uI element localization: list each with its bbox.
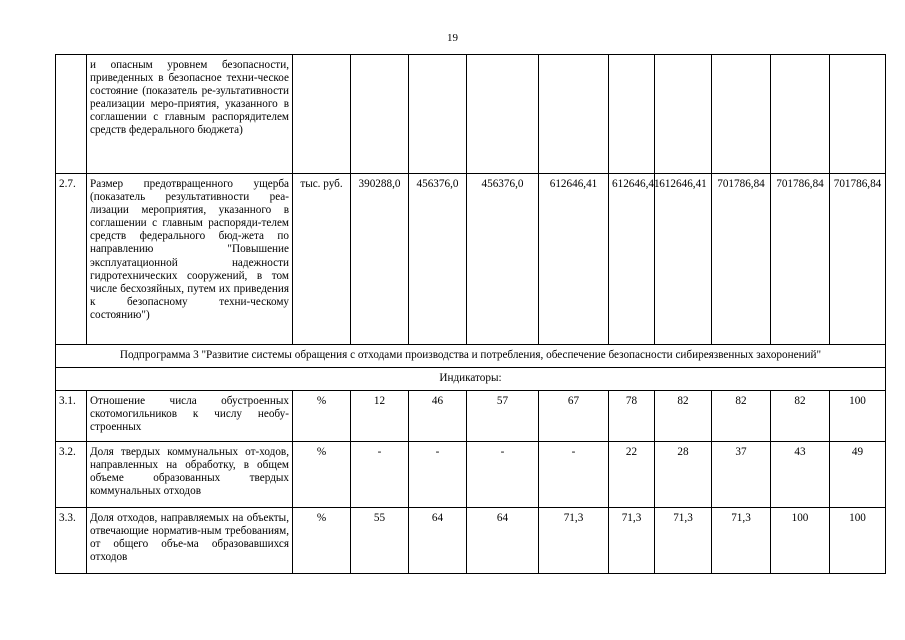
indicators-table xyxy=(55,54,886,574)
value-cell: 22 xyxy=(609,442,655,508)
subprogram-heading: Подпрограмма 3 "Развитие системы обращения с отходами производства и потребления, обеспечение безопасности сибиреязвенных захоронений" xyxy=(56,345,886,368)
value-cell: 67 xyxy=(539,391,609,442)
value-cell: 71,3 xyxy=(655,508,712,574)
table-row xyxy=(56,391,886,442)
page-number: 19 xyxy=(447,32,458,44)
value-cell: 701786,84 xyxy=(830,174,886,345)
value-cell: 55 xyxy=(351,508,409,574)
indicators-heading: Индикаторы: xyxy=(56,368,886,391)
value-cell: - xyxy=(467,442,539,508)
value-cell: 12 xyxy=(351,391,409,442)
row-unit xyxy=(293,55,351,174)
value-cell xyxy=(467,55,539,174)
row-number: 2.7. xyxy=(56,174,87,345)
table-row xyxy=(56,508,886,574)
value-cell: 28 xyxy=(655,442,712,508)
value-cell: 612646,41 xyxy=(655,174,712,345)
row-unit: % xyxy=(293,442,351,508)
value-cell: 57 xyxy=(467,391,539,442)
value-cell: 37 xyxy=(712,442,771,508)
row-description: и опасным уровнем безопасности, приведенных в безопасное техни-ческое состояние (показатель ре-зультативности реализации меро-приятия, указанного в соглашении с главным распорядителем средств федерального бюджета) xyxy=(87,55,293,174)
value-cell xyxy=(409,55,467,174)
row-unit: % xyxy=(293,391,351,442)
table-row xyxy=(56,368,886,391)
value-cell xyxy=(609,55,655,174)
value-cell: 43 xyxy=(771,442,830,508)
value-cell: 100 xyxy=(771,508,830,574)
value-cell: 612646,41 xyxy=(609,174,655,345)
value-cell: 390288,0 xyxy=(351,174,409,345)
value-cell: 456376,0 xyxy=(409,174,467,345)
table-row xyxy=(56,442,886,508)
row-number: 3.3. xyxy=(56,508,87,574)
value-cell: 46 xyxy=(409,391,467,442)
value-cell xyxy=(351,55,409,174)
row-unit: тыс. руб. xyxy=(293,174,351,345)
value-cell: - xyxy=(539,442,609,508)
row-unit: % xyxy=(293,508,351,574)
value-cell: 612646,41 xyxy=(539,174,609,345)
value-cell: 71,3 xyxy=(609,508,655,574)
table-row xyxy=(56,55,886,174)
value-cell xyxy=(771,55,830,174)
row-description: Размер предотвращенного ущерба (показатель результативности реа-лизации мероприятия, указанного в соглашении с главным распоряди-телем средств федерального бюд-жета по направлению "Повышение эксплуатационной надежности гидротехнических сооружений, в том числе бесхозяйных, путем их приведения к безопасному техни-ческому состоянию") xyxy=(87,174,293,345)
value-cell: 71,3 xyxy=(539,508,609,574)
row-description: Отношение числа обустроенных скотомогильников к числу необу-строенных xyxy=(87,391,293,442)
value-cell: 82 xyxy=(655,391,712,442)
value-cell: - xyxy=(351,442,409,508)
value-cell xyxy=(539,55,609,174)
row-number xyxy=(56,55,87,174)
value-cell: 71,3 xyxy=(712,508,771,574)
value-cell xyxy=(712,55,771,174)
value-cell: 100 xyxy=(830,508,886,574)
value-cell: 456376,0 xyxy=(467,174,539,345)
value-cell: 82 xyxy=(712,391,771,442)
value-cell: - xyxy=(409,442,467,508)
value-cell: 701786,84 xyxy=(712,174,771,345)
value-cell: 78 xyxy=(609,391,655,442)
value-cell: 64 xyxy=(467,508,539,574)
value-cell: 100 xyxy=(830,391,886,442)
value-cell: 49 xyxy=(830,442,886,508)
row-number: 3.2. xyxy=(56,442,87,508)
table-row xyxy=(56,345,886,368)
value-cell: 701786,84 xyxy=(771,174,830,345)
row-description: Доля твердых коммунальных от-ходов, направленных на обработку, в общем объеме образованных твердых коммунальных отходов xyxy=(87,442,293,508)
value-cell xyxy=(830,55,886,174)
value-cell: 64 xyxy=(409,508,467,574)
value-cell xyxy=(655,55,712,174)
table-row xyxy=(56,174,886,345)
row-number: 3.1. xyxy=(56,391,87,442)
value-cell: 82 xyxy=(771,391,830,442)
row-description: Доля отходов, направляемых на объекты, отвечающие норматив-ным требованиям, от общего объе-ма образовавшихся отходов xyxy=(87,508,293,574)
